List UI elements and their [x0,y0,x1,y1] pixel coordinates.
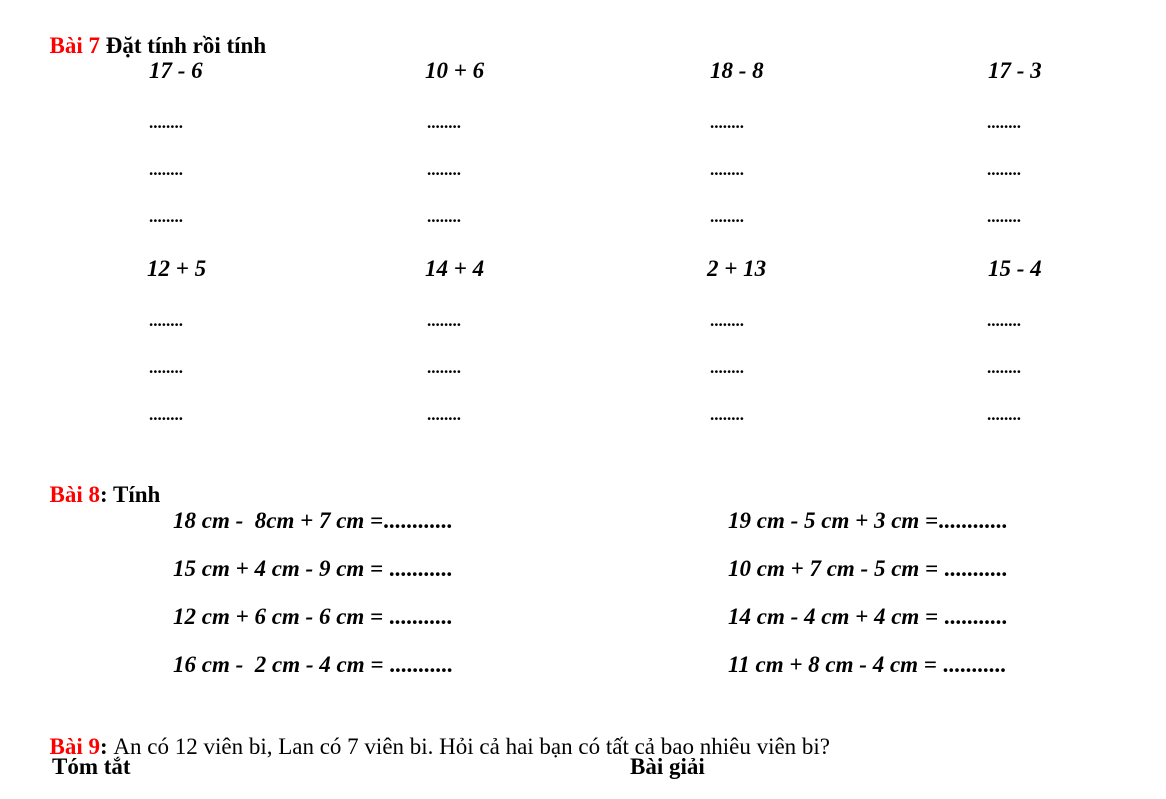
answer-line: ........ [710,113,744,132]
length-expression: 18 cm - 8cm + 7 cm =............ [173,508,453,533]
answer-line: ........ [710,311,744,330]
answer-line: ........ [987,311,1021,330]
exercise-9-text: An có 12 viên bi, Lan có 7 viên bi. Hỏi cả hai bạn có tất cả bao nhiêu viên bi? [113,734,831,759]
answer-line: ........ [149,207,183,226]
exercise-9-colon: : [99,734,114,759]
answer-blank: ........... [936,652,1006,677]
answer-line: ........ [149,405,183,424]
exercise-7-heading [38,4,266,60]
answer-line: ........ [987,358,1021,377]
exercise-8-colon: : [99,482,113,507]
calc-problem: 2 + 13 [707,256,767,281]
answer-line: ........ [987,207,1021,226]
exercise-7-title: Đặt tính rồi tính [99,33,267,58]
answer-blank: ........... [383,556,453,581]
length-expression: 12 cm + 6 cm - 6 cm = ........... [173,604,453,629]
length-expression: 14 cm - 4 cm + 4 cm = ........... [728,604,1008,629]
answer-line: ........ [987,113,1021,132]
answer-line: ........ [710,405,744,424]
answer-line: ........ [427,113,461,132]
answer-line: ........ [427,160,461,179]
answer-line: ........ [987,160,1021,179]
answer-line: ........ [987,405,1021,424]
answer-line: ........ [710,160,744,179]
exercise-9-question [38,705,830,761]
calc-problem: 18 - 8 [710,58,764,83]
calc-problem: 15 - 4 [988,256,1042,281]
answer-line: ........ [149,160,183,179]
answer-blank: ........... [383,604,453,629]
answer-blank: ............ [938,508,1008,533]
solution-heading: Bài giải [630,754,705,779]
answer-blank: ............ [383,508,453,533]
answer-line: ........ [427,405,461,424]
exercise-8-label: Bài 8 [49,482,100,507]
answer-blank: ........... [938,604,1008,629]
calc-problem: 10 + 6 [425,58,485,83]
exercise-8-title: Tính [112,482,161,507]
answer-blank: ........... [938,556,1008,581]
answer-line: ........ [710,358,744,377]
length-expression: 16 cm - 2 cm - 4 cm = ........... [173,652,453,677]
exercise-7-label: Bài 7 [49,33,100,58]
answer-line: ........ [149,311,183,330]
summary-heading: Tóm tắt [52,754,131,779]
answer-line: ........ [149,113,183,132]
calc-problem: 17 - 3 [988,58,1042,83]
answer-line: ........ [427,311,461,330]
exercise-9-label: Bài 9 [49,734,100,759]
length-expression: 19 cm - 5 cm + 3 cm =............ [728,508,1008,533]
answer-line: ........ [427,358,461,377]
length-expression: 11 cm + 8 cm - 4 cm = ........... [728,652,1006,677]
exercise-8-heading [38,453,160,509]
length-expression: 15 cm + 4 cm - 9 cm = ........... [173,556,453,581]
length-expression: 10 cm + 7 cm - 5 cm = ........... [728,556,1008,581]
answer-line: ........ [149,358,183,377]
answer-line: ........ [710,207,744,226]
calc-problem: 12 + 5 [147,256,207,281]
calc-problem: 17 - 6 [149,58,203,83]
answer-blank: ........... [383,652,453,677]
answer-line: ........ [427,207,461,226]
calc-problem: 14 + 4 [425,256,485,281]
